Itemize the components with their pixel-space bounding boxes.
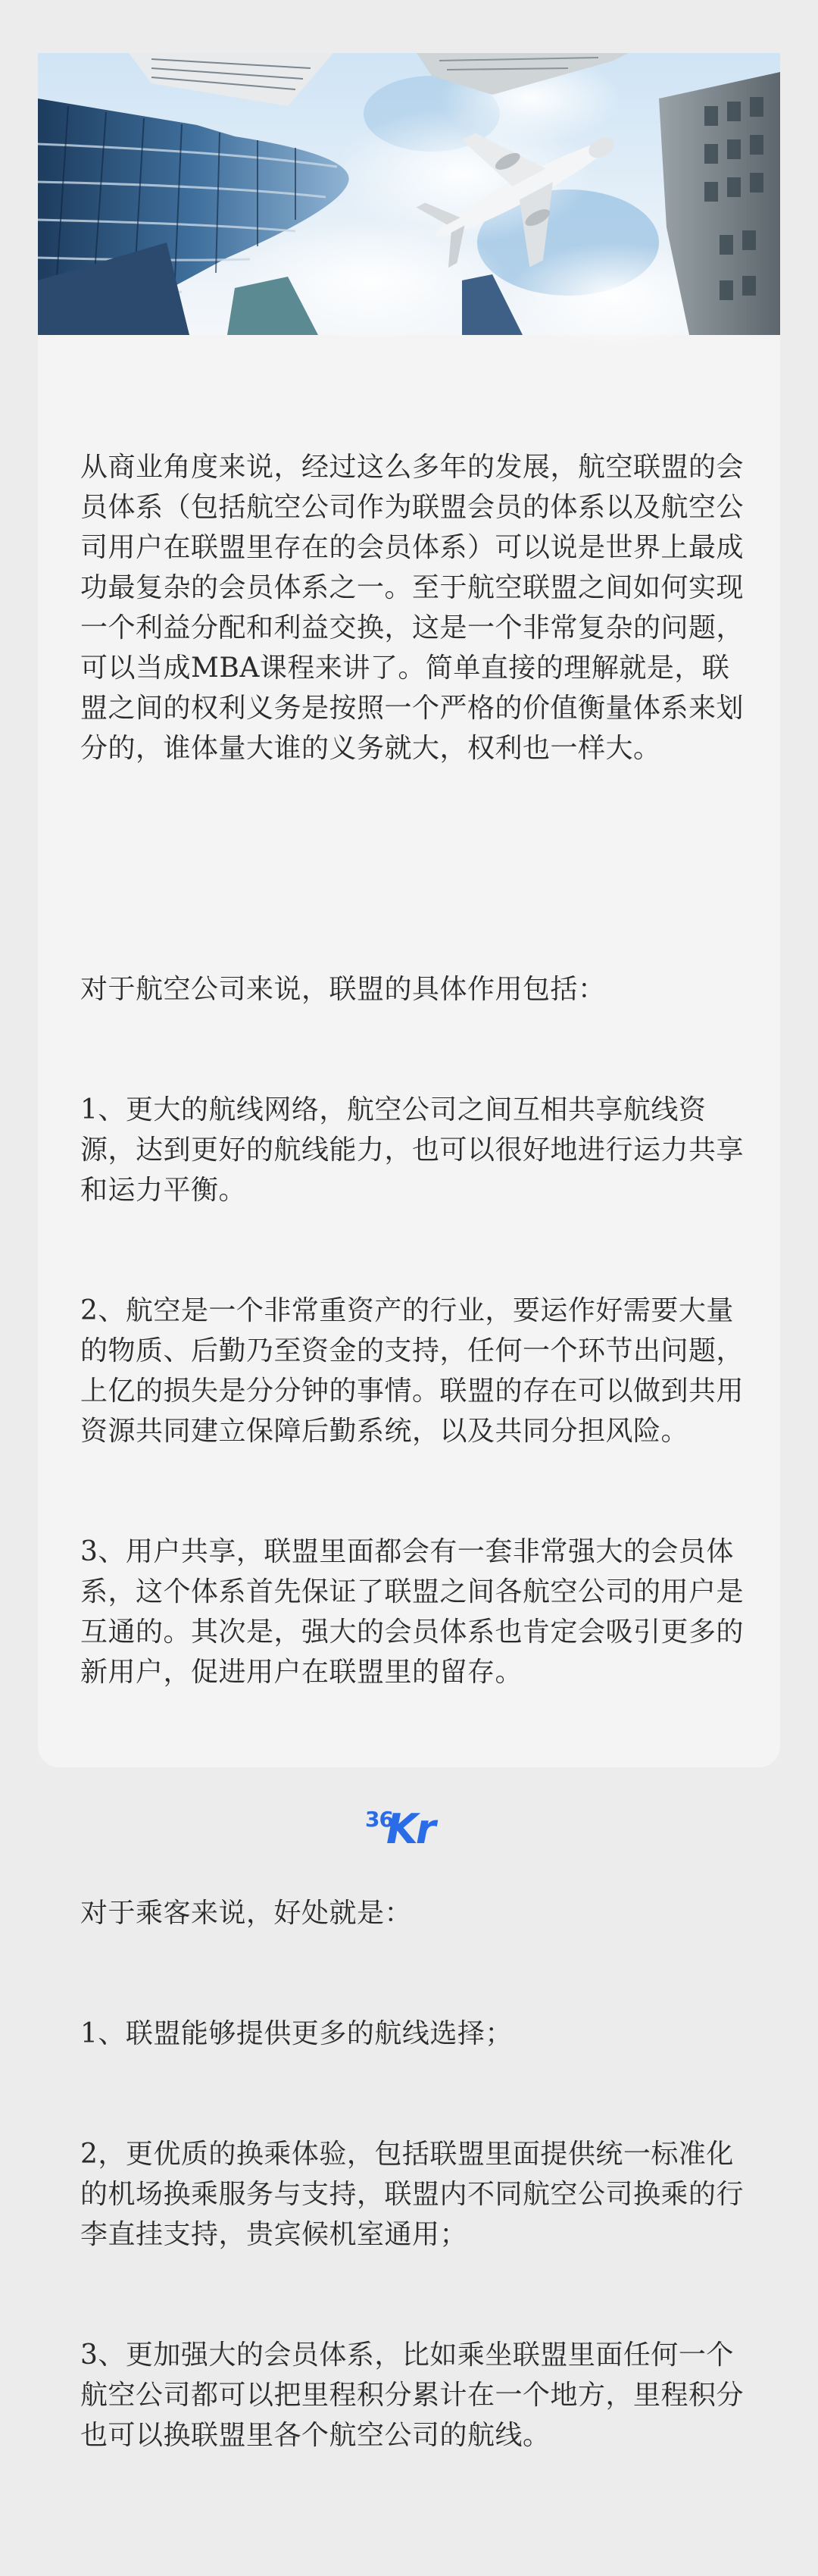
hero-image xyxy=(38,53,780,335)
article-paragraph-2 xyxy=(80,889,747,1773)
paragraph-text: 从商业角度来说，经过这么多年的发展，航空联盟的会员体系（包括航空公司作为联盟会员的体系以及航空公司用户在联盟里存在的会员体系）可以说是世界上最成功最复杂的会员体系之一。至于航空联盟之间如何实现一个利益分配和利益交换，这是一个非常复杂的问题，可以当成MBA课程来讲了。简单直接的理解就是，联盟之间的权利义务是按照一个严格的价值衡量体系来划分的，谁体量大谁的义务就大，权利也一样大。 xyxy=(80,452,745,764)
hero-illustration xyxy=(38,53,780,335)
article-body xyxy=(80,367,747,2576)
article-paragraph-1 xyxy=(80,367,747,849)
list-item: 3、更加强大的会员体系，比如乘坐联盟里面任何一个航空公司都可以把里程积分累计在一个地方，里程积分也可以换联盟里各个航空公司的航线。 xyxy=(80,2340,745,2451)
list-item: 2、航空是一个非常重资产的行业，要运作好需要大量的物质、后勤乃至资金的支持，任何一个环节出问题，上亿的损失是分分钟的事情。联盟的存在可以做到共用资源共同建立保障后勤系统，以及共同分担风险。 xyxy=(80,1295,745,1447)
paragraph-text: 对于乘客来说，好处就是： xyxy=(80,1898,413,1929)
logo-letters: Kr xyxy=(386,1805,434,1853)
list-item: 3、用户共享，联盟里面都会有一套非常强大的会员体系，这个体系首先保证了联盟之间各航空公司的用户是互通的。其次是，强大的会员体系也肯定会吸引更多的新用户，促进用户在联盟里的留存。 xyxy=(80,1536,745,1688)
36kr-logo xyxy=(361,1804,459,1858)
list-item: 1、联盟能够提供更多的航线选择； xyxy=(80,2018,513,2049)
list-item: 1、更大的航线网络，航空公司之间互相共享航线资源，达到更好的航线能力，也可以很好地进行运力共享和运力平衡。 xyxy=(80,1094,745,1206)
list-item: 2，更优质的换乘体验，包括联盟里面提供统一标准化的机场换乘服务与支持，联盟内不同航空公司换乘的行李直挂支持，贵宾候机室通用； xyxy=(80,2139,745,2250)
logo-digits: 36 xyxy=(365,1807,393,1832)
paragraph-text: 对于航空公司来说，联盟的具体作用包括： xyxy=(80,974,606,1005)
article-paragraph-3 xyxy=(80,1813,747,2536)
